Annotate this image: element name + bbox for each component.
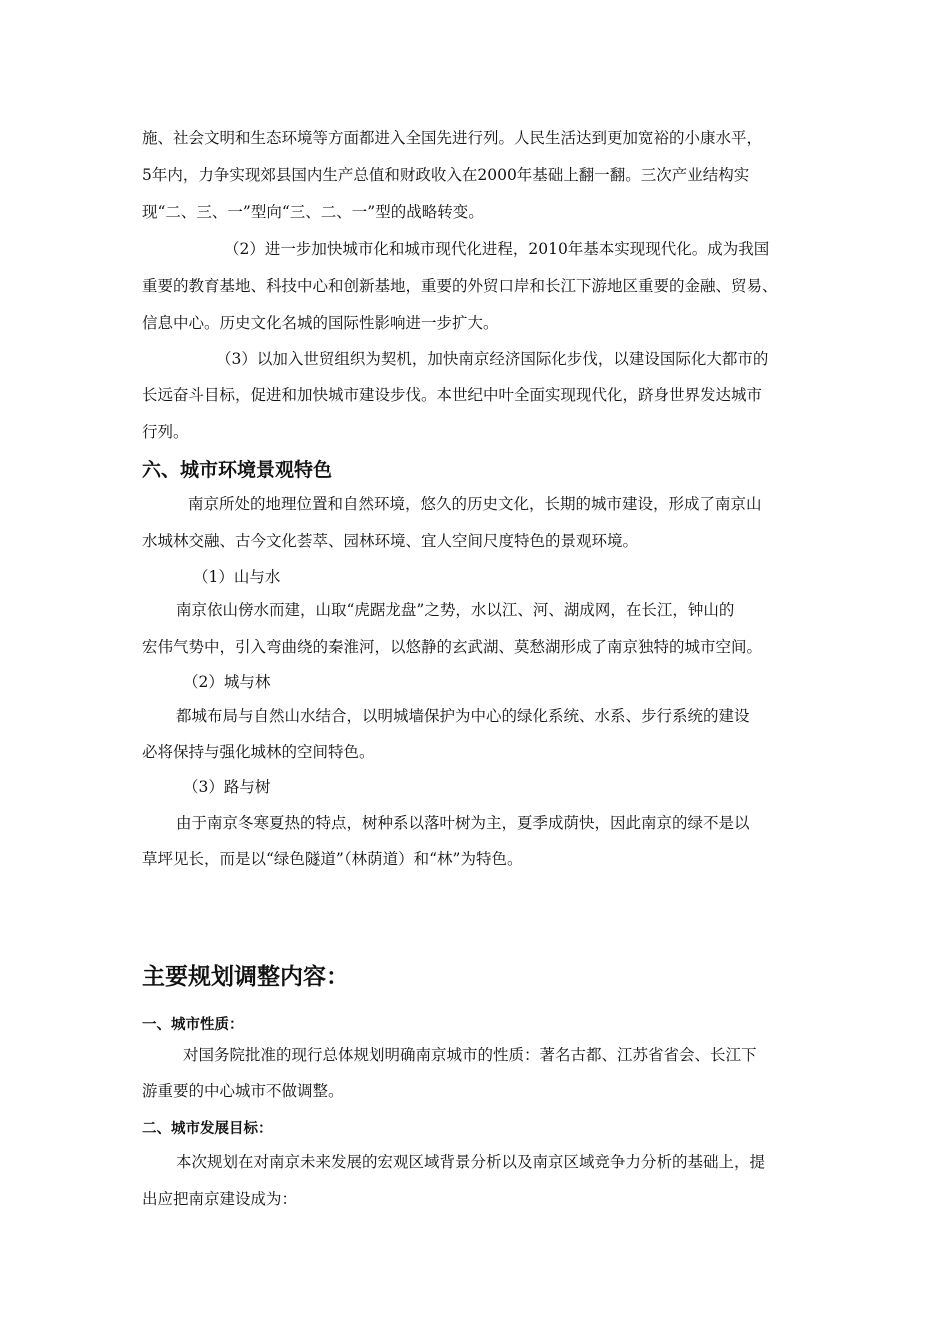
subheading-line: （3）路与树 (183, 778, 271, 796)
paragraph-line: 现“二、三、一”型向“三、二、一”型的战略转变。 (142, 203, 484, 221)
paragraph-line: 重要的教育基地、科技中心和创新基地，重要的外贸口岸和长江下游地区重要的金融、贸易、 (142, 277, 778, 295)
subheading-line: （2）城与林 (183, 673, 271, 691)
paragraph-line: 对国务院批准的现行总体规划明确南京城市的性质：著名古都、江苏省省会、长江下 (183, 1046, 757, 1064)
paragraph-line: 必将保持与强化城林的空间特色。 (142, 743, 375, 761)
subsection-heading: 二、城市发展目标： (142, 1121, 273, 1137)
subheading-line: （1）山与水 (193, 568, 281, 586)
paragraph-line: 南京所处的地理位置和自然环境，悠久的历史文化，长期的城市建设，形成了南京山 (188, 495, 762, 513)
paragraph-line: 信息中心。历史文化名城的国际性影响进一步扩大。 (142, 314, 499, 332)
paragraph-line: （3）以加入世贸组织为契机，加快南京经济国际化步伐，以建设国际化大都市的 (216, 350, 769, 368)
paragraph-line: 游重要的中心城市不做调整。 (142, 1082, 344, 1100)
section-heading: 六、城市环境景观特色 (142, 459, 333, 481)
main-heading: 主要规划调整内容： (142, 964, 349, 990)
paragraph-line: 出应把南京建设成为： (142, 1190, 298, 1208)
paragraph-line: 施、社会文明和生态环境等方面都进入全国先进行列。人民生活达到更加宽裕的小康水平， (142, 129, 763, 147)
subsection-heading: 一、城市性质： (142, 1017, 244, 1033)
paragraph-line: 草坪见长，而是以“绿色隧道”（林荫道）和“林”为特色。 (142, 850, 523, 868)
paragraph-line: 由于南京冬寒夏热的特点，树种系以落叶树为主，夏季成荫快，因此南京的绿不是以 (176, 814, 750, 832)
paragraph-line: 都城布局与自然山水结合，以明城墙保护为中心的绿化系统、水系、步行系统的建设 (176, 707, 750, 725)
paragraph-line: 南京依山傍水而建，山取“虎踞龙盘”之势，水以江、河、湖成网，在长江，钟山的 (176, 601, 735, 619)
paragraph-line: 宏伟气势中，引入弯曲绕的秦淮河，以悠静的玄武湖、莫愁湖形成了南京独特的城市空间。 (142, 638, 763, 656)
paragraph-line: 本次规划在对南京未来发展的宏观区域背景分析以及南京区域竞争力分析的基础上，提 (176, 1153, 766, 1171)
paragraph-line: 5年内，力争实现郊县国内生产总值和财政收入在2000年基础上翻一翻。三次产业结构实 (142, 166, 750, 184)
paragraph-line: （2）进一步加快城市化和城市现代化进程，2010年基本实现现代化。成为我国 (224, 240, 770, 258)
paragraph-line: 水城林交融、古今文化荟萃、园林环境、宜人空间尺度特色的景观环境。 (142, 532, 639, 550)
paragraph-line: 行列。 (142, 423, 189, 441)
paragraph-line: 长远奋斗目标，促进和加快城市建设步伐。本世纪中叶全面实现现代化，跻身世界发达城市 (142, 386, 763, 404)
